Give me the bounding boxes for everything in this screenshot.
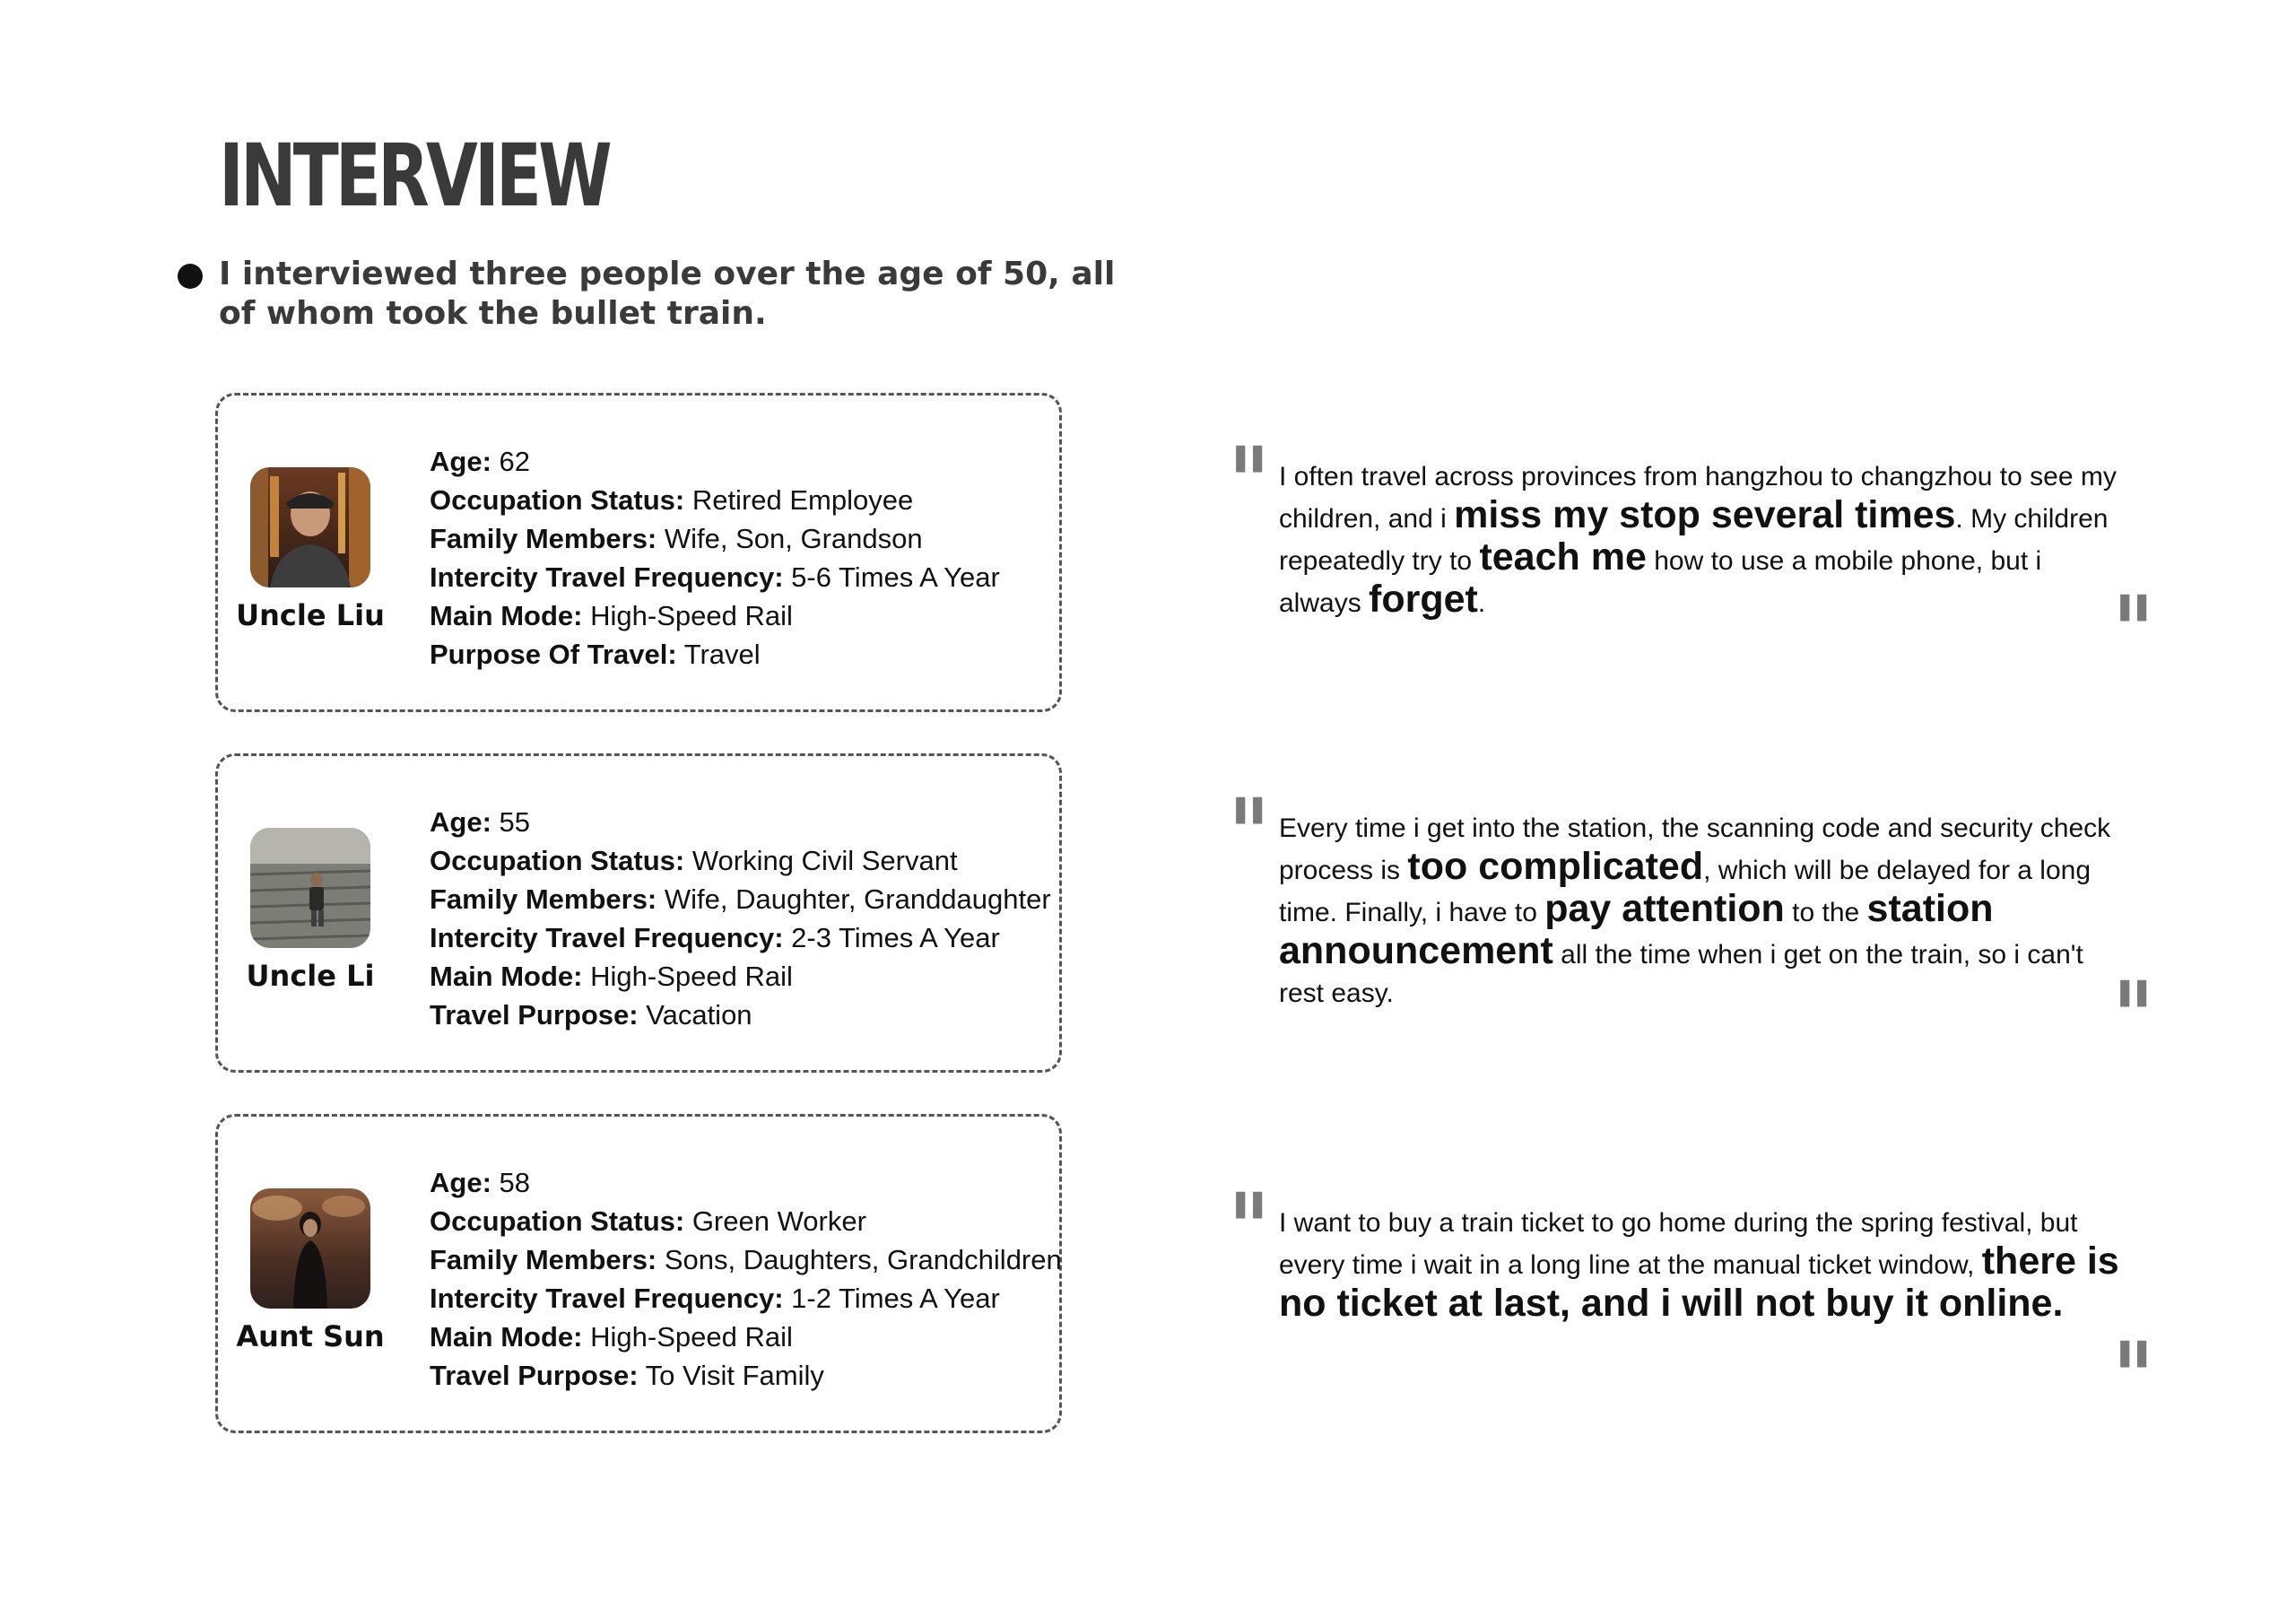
profile-card-uncle-liu [215,393,1062,712]
info-row-purpose: Purpose Of Travel: Travel [430,639,761,670]
quote-emphasis: there is no ticket at last, and i will not buy it online. [1279,1240,2119,1325]
info-row-age: Age: 58 [430,1167,530,1198]
info-row-occupation: Occupation Status: Green Worker [430,1205,866,1237]
profile-card-uncle-li [215,753,1062,1073]
quote-close-icon: " [2112,575,2154,690]
profile-info [430,803,1051,1034]
quote-open-icon: " [1228,778,1270,892]
quote-text: I want to buy a train ticket to go home during the spring festival, but every time i wait in a long line at the manual ticket window, [1279,1208,2078,1280]
quote-open-icon: " [1228,1172,1270,1287]
profile-info [430,442,1000,674]
quote-emphasis: too complicated [1407,845,1704,888]
intro-text: I interviewed three people over the age of 50, all of whom took the bullet train. [219,256,1116,332]
profile-card-aunt-sun [215,1114,1062,1433]
info-row-age: Age: 55 [430,806,530,838]
info-row-family: Family Members: Wife, Son, Grandson [430,523,923,554]
info-row-family: Family Members: Sons, Daughters, Grandchildren [430,1244,1062,1275]
quote-text: all the time when i get on the train, so i can't rest easy. [1279,940,2083,1008]
person-name: Aunt Sun [236,1319,385,1353]
quote-block [1279,1204,2122,1327]
quote-text: Every time i get into the station, the scanning code and security check process is [1279,813,2111,885]
quote-emphasis: teach me [1479,535,1647,578]
info-row-age: Age: 62 [430,446,530,477]
info-row-mode: Main Mode: High-Speed Rail [430,600,793,631]
info-row-occupation: Occupation Status: Retired Employee [430,484,914,516]
info-row-occupation: Occupation Status: Working Civil Servant [430,845,958,876]
quote-text: how to use a mobile phone, but i always [1279,546,2042,618]
avatar-uncle-li [250,828,370,948]
info-row-purpose: Travel Purpose: Vacation [430,999,752,1031]
quote-emphasis: forget [1369,578,1478,621]
person-name: Uncle Li [246,959,375,993]
info-row-frequency: Intercity Travel Frequency: 1-2 Times A Year [430,1283,1000,1314]
info-row-family: Family Members: Wife, Daughter, Granddaughter [430,883,1051,915]
info-row-mode: Main Mode: High-Speed Rail [430,1321,793,1353]
profile-info [430,1163,1062,1395]
quote-open-icon: " [1228,426,1270,541]
quote-emphasis: station announcement [1279,887,1994,972]
info-row-mode: Main Mode: High-Speed Rail [430,961,793,992]
bullet-icon [178,264,203,289]
quote-text: . My children repeatedly try to [1279,504,2109,576]
person-name: Uncle Liu [236,598,385,632]
page-title: INTERVIEW [219,126,609,226]
info-row-purpose: Travel Purpose: To Visit Family [430,1360,824,1391]
quote-close-icon: " [2112,961,2154,1075]
quote-block [1279,809,2122,1013]
quote-text: , which will be delayed for a long time. Finally, i have to [1279,856,2092,927]
quote-text: . [1477,588,1486,618]
avatar-uncle-liu [250,467,370,587]
avatar-aunt-sun [250,1188,370,1309]
quote-emphasis: pay attention [1544,887,1785,930]
quote-block [1279,457,2122,622]
quote-emphasis: miss my stop several times [1454,493,1956,536]
quote-close-icon: " [2112,1321,2154,1436]
info-row-frequency: Intercity Travel Frequency: 2-3 Times A Year [430,922,1000,953]
info-row-frequency: Intercity Travel Frequency: 5-6 Times A Year [430,561,1000,593]
quote-text: I often travel across provinces from hangzhou to changzhou to see my children, and i [1279,462,2117,534]
quote-text: to the [1784,898,1867,927]
